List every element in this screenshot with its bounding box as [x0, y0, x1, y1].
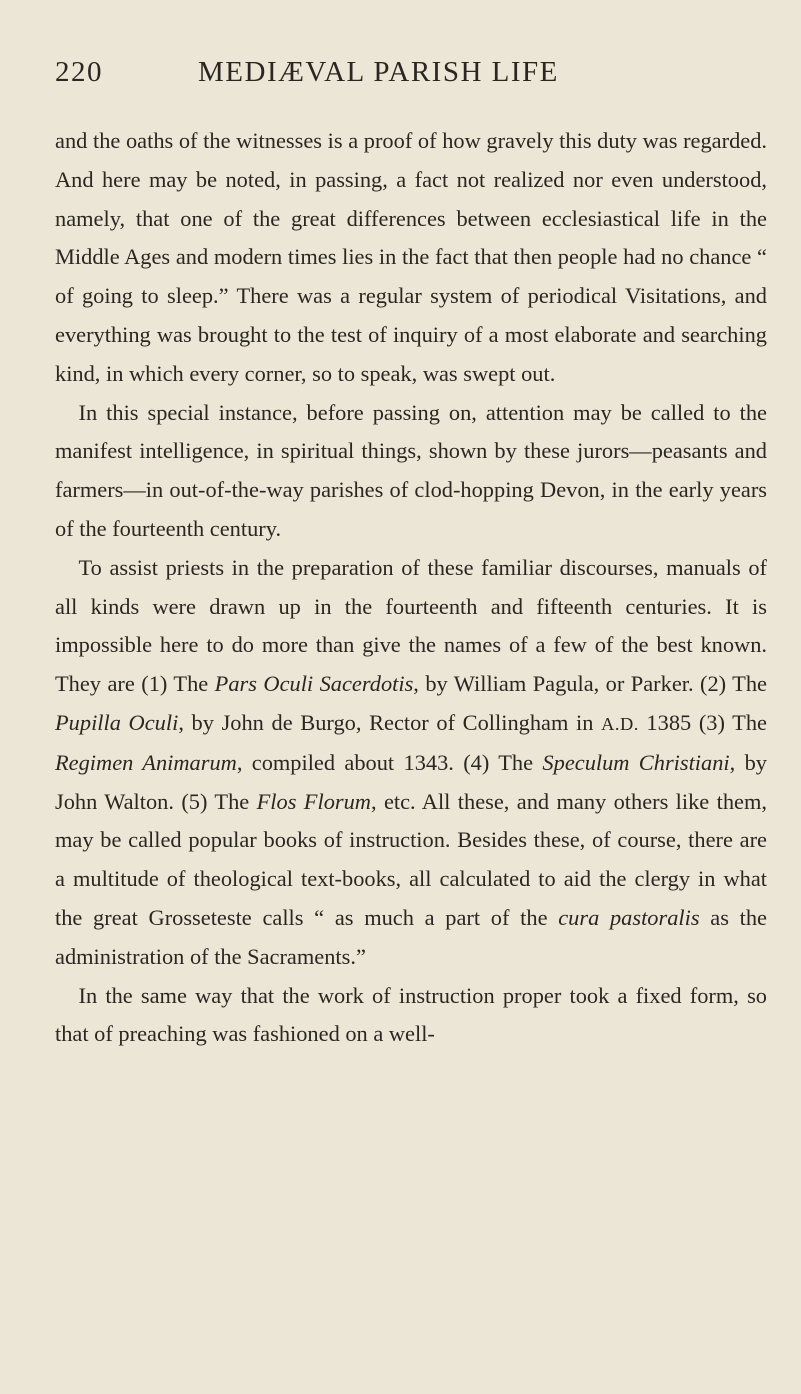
page-number: 220: [55, 56, 103, 88]
text-run: To assist priests in the preparation of these familiar discourses, manuals of all kinds were drawn up in the fourteenth and fifteenth centuries. It is impossible here to do more than give the names of a few of the best known. They are (1) The: [55, 554, 767, 697]
small-caps-text: A.D.: [601, 713, 639, 734]
italic-title: cura pastoralis: [558, 904, 700, 930]
paragraph-2: [55, 394, 767, 549]
paragraph-4: [55, 977, 767, 1055]
text-run: In this special instance, before passing on, attention may be called to the manifest intelligence, in spiritual things, shown by these jurors—peasants and farmers—in out-of-the-way parishes of clod-hopping Devon, in the early years of the fourteenth century.: [55, 399, 767, 541]
text-run: 1385 (3) The: [638, 709, 767, 735]
text-run: , etc. All these, and many others like them, may be called popular books of instruction. Besides these, of course, there are a multitude of theological text-books, all calculated to aid the clergy in what the great Grosseteste calls “ as much a part of the: [55, 788, 767, 930]
italic-title: Pupilla Oculi: [55, 709, 179, 735]
italic-title: Regimen Animarum: [55, 749, 237, 775]
text-run: , by John Walton. (5) The: [55, 749, 767, 814]
paragraph-3: [55, 549, 767, 977]
text-run: , by John de Burgo, Rector of Collingham in: [178, 709, 602, 735]
body-text: [55, 122, 767, 1054]
text-run: , compiled about 1343. (4) The: [236, 749, 543, 775]
paragraph-1: [55, 122, 767, 394]
text-run: as the administration of the Sacraments.”: [55, 904, 768, 969]
text-run: and the oaths of the witnesses is a proof of how gravely this duty was regarded. And here may be noted, in passing, a fact not realized nor even understood, namely, that one of the great differences between ecclesiastical life in the Middle Ages and modern times lies in the fact that then people had no chance “ of going to sleep.” There was a regular system of periodical Visitations, and everything was brought to the test of inquiry of a most elaborate and searching kind, in which every corner, so to speak, was swept out.: [55, 128, 767, 386]
italic-title: Speculum Christiani: [542, 749, 730, 775]
running-head: [55, 52, 767, 92]
running-title: MEDIÆVAL PARISH LIFE: [198, 56, 559, 88]
text-run: , by William Pagula, or Parker. (2) The: [413, 671, 767, 697]
text-run: In the same way that the work of instruction proper took a fixed form, so that of preaching was fashioned on a well-: [55, 982, 767, 1047]
italic-title: Flos Florum: [256, 788, 371, 814]
italic-title: Pars Oculi Sacerdotis: [214, 671, 414, 697]
